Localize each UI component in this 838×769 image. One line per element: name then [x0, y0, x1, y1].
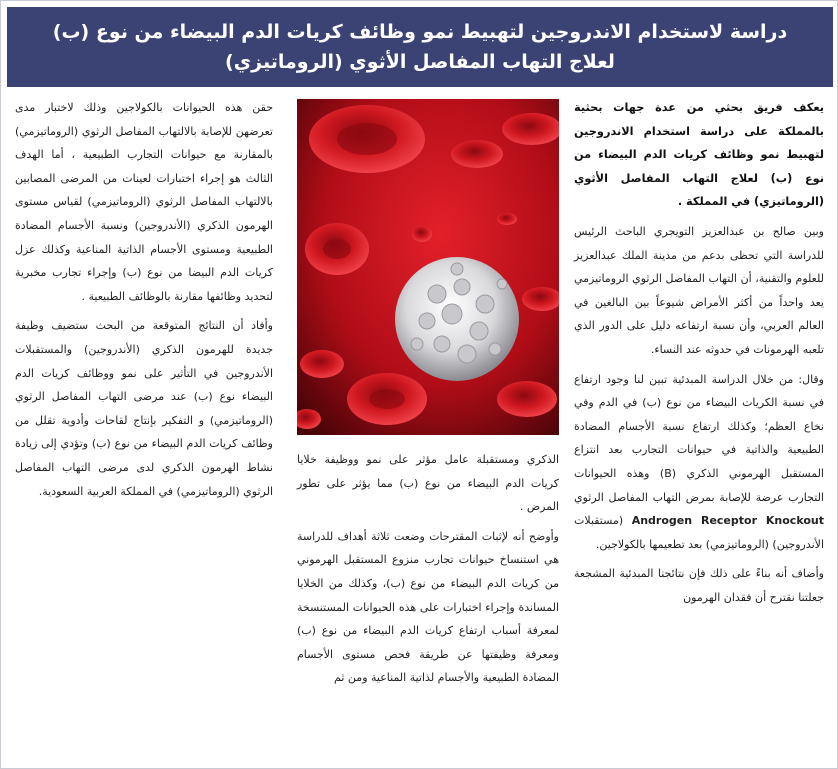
article-title: دراسة لاستخدام الاندروجين لتهبيط نمو وظائف كريات الدم البيضاء من نوع (ب) لعلاج التهاب المفاصل الأثوي (الروماتيزي): [52, 21, 788, 73]
paragraph-text: (مستقبلات الأندروجين) (الروماتيزمي) بعد تطعيمها بالكولاجين.: [574, 514, 824, 551]
paragraph: وأضاف أنه بناءً على ذلك فإن نتائجنا المبدئية المشجعة جعلتنا نقترح أن فقدان الهرمون: [574, 567, 824, 604]
paragraph: [574, 368, 824, 557]
article-header: [7, 7, 833, 87]
paragraph: وبين صالح بن عبدالعزيز التويجري الباحث الرئيس للدراسة التي تحظى بدعم من مدينة الملك عبدالعزيز للعلوم والتقنية، أن التهاب المفاصل الرثوي الروماتيزمي يعد واحداً من أكثر الأمراض شيوعاً بين البالغين في العالم العربي، وأن نسبة ارتفاعه دليل على الدور الذي تلعبه الهرمونات في حدوثه عند النساء.: [574, 224, 824, 356]
column-right: [574, 96, 824, 615]
paragraph-text: وقال: من خلال الدراسة المبدئية تبين لنا وجود ارتفاع في نسبة الكريات البيضاء من نوع (ب) في الدم وفي نخاع العظم؛ وكذلك ارتفاع نسبة الأجسام المضادة الطبيعية والذاتية في حيوانات التجارب بعد انتزاع المستقبل الهرموني الذكري (B) وهذه الحيوانات التجارب عرضة للإصابة بمرض التهاب المفاصل الرثوي: [574, 372, 824, 504]
paragraph: وأوضح أنه لإثبات المقترحات وضعت ثلاثة أهداف للدراسة هي استنساخ حيوانات تجارب منزوع المستقبل الهرموني من كريات الدم البيضاء من نوع (ب)، وكذلك من الخلايا المساندة وإجراء اختبارات على هذه الحيوانات المستنسخة لمعرفة أسباب ارتفاع كريات الدم البيضاء من نوع (ب) ومعرفة وظيفتها عن طريقة فحص مستوى الأجسام المضادة الطبيعية والأجسام لذاتية المناعية ومن ثم: [297, 529, 559, 685]
paragraph: وأفاد أن النتائج المتوقعة من البحث ستضيف وظيفة جديدة للهرمون الذكري (الأندروجين) والمستقبلات الأندروجين في التأثير على نمو ووظائف كريات الدم البيضاء نوع (ب) عند مرضى التهاب المفاصل الرثوي (الروماتيزمي) و التفكير بإنتاج لقاحات وأدوية تقلل من وظائف كريات الدم البيضاء من نوع (ب) وتؤدي إلى زيادة نشاط الهرمون الذكري لدى مرضى التهاب المفاصل الرثوي (الروماتيزمي) في المملكة العربية السعودية.: [15, 319, 273, 498]
paragraph: الذكري ومستقبلة عامل مؤثر على نمو ووظيفة خلايا كريات الدم البيضاء من نوع (ب) مما يؤثر على تطور المرض .: [297, 453, 559, 514]
paragraph: حقن هذه الحيوانات بالكولاجين وذلك لاختبار مدى تعرضهن للإصابة بالالتهاب المفاصل الرثوي (الروماتيزمي) بالمقارنة مع حيوانات التجارب الطبيعية ، أما الهدف الثالث هو إجراء اختبارات لعينات من المرضى المصابين بالالتهاب المفاصل الرثوي (الروماتيزمي) لقياس مستوى الهرمون الذكري (الأندروجين) ونسبة الأجسام المضادة الطبيعية ومستوى الأجسام الذاتية المناعية وكذلك عزل كريات الدم البيضا من نوع (ب) وإجراء تجارب مخبرية لتحديد وظائفها مقارنة بالوظائف الطبيعية .: [15, 101, 273, 303]
column-left: [15, 96, 273, 509]
english-term: Androgen Receptor Knockout: [631, 514, 824, 528]
blood-cells-image: [297, 99, 559, 435]
blood-cells-illustration-icon: [297, 99, 559, 435]
lead-paragraph: يعكف فريق بحثي من عدة جهات بحثية بالمملكة على دراسة استخدام الاندروجين لتهبيط نمو وظائف كريات الدم البيضاء من نوع (ب) لعلاج التهاب المفاصل الأثوي (الروماتيزي) في المملكة .: [574, 101, 824, 209]
column-middle: [297, 448, 559, 696]
